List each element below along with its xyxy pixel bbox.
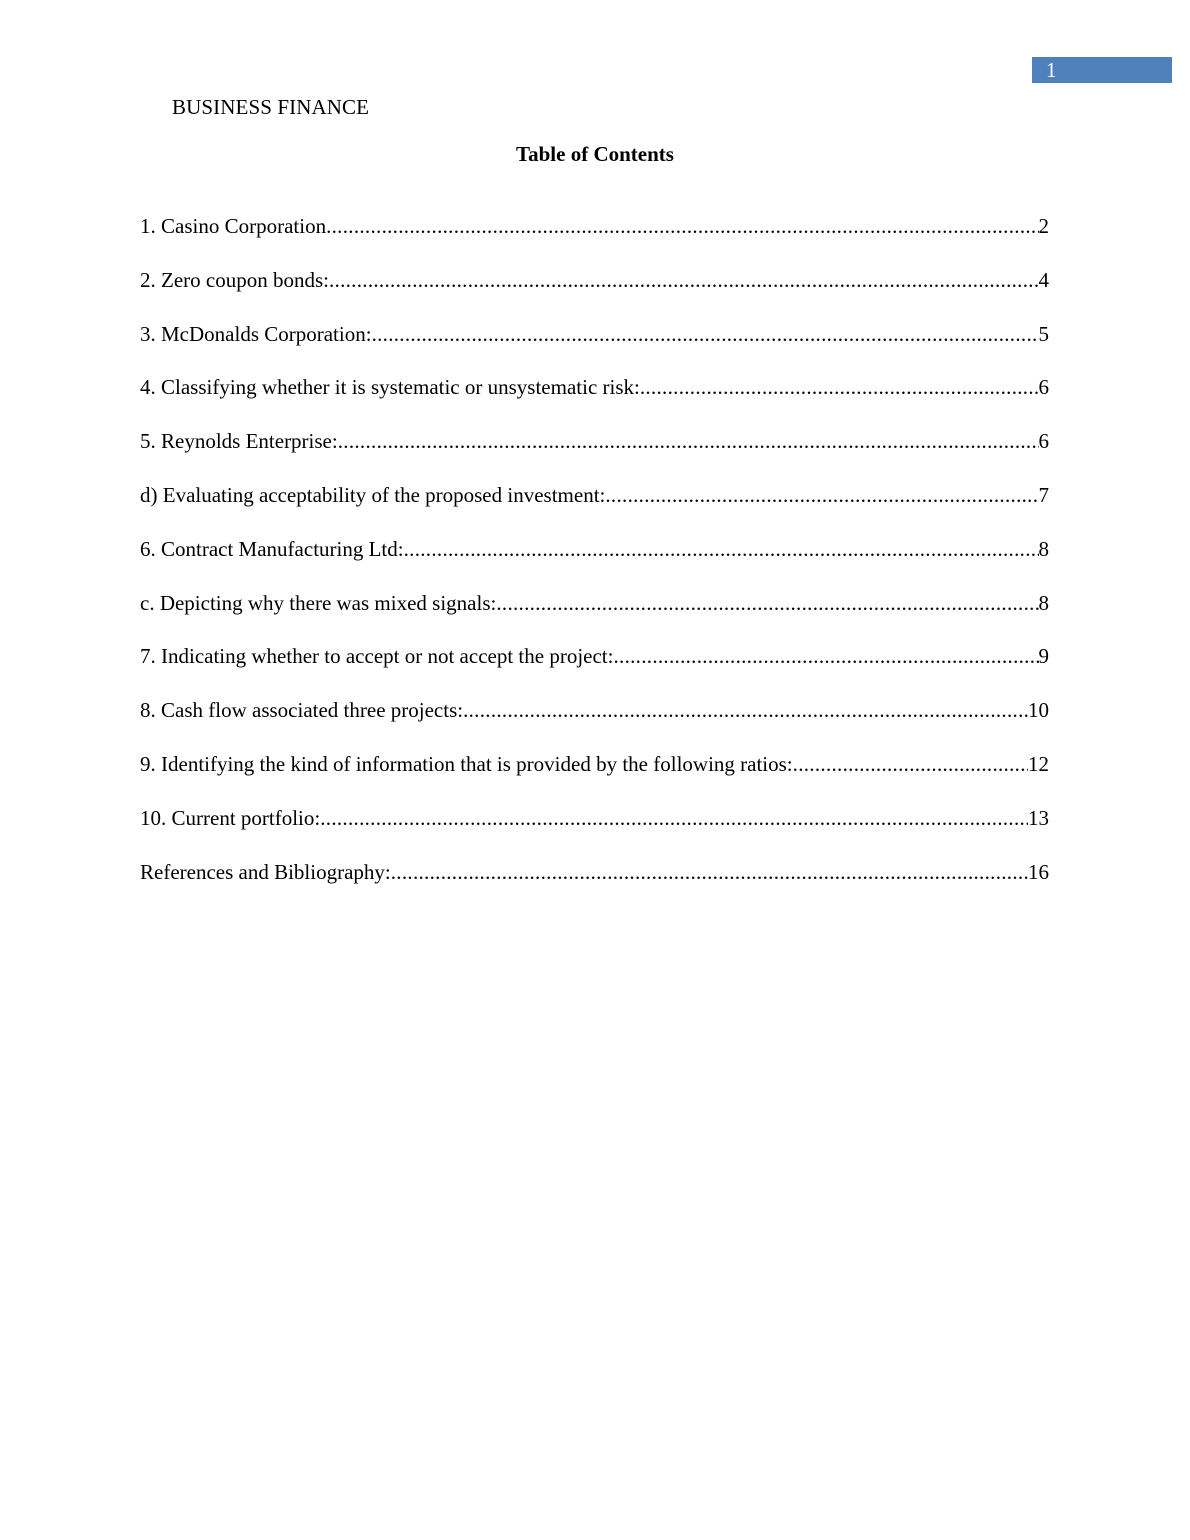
toc-entry-page[interactable]: 2 [1038,214,1049,238]
toc-entry-label[interactable]: 6. Contract Manufacturing Ltd: [140,536,404,561]
toc-entry[interactable] [140,696,1049,750]
toc-dot-leader [496,589,1038,617]
toc-dot-leader [793,750,1028,778]
toc-entry-label[interactable]: 3. McDonalds Corporation: [140,321,372,346]
toc-entry[interactable] [140,535,1049,589]
toc-entry[interactable] [140,750,1049,804]
toc-dot-leader [326,212,1038,240]
toc-entry-label[interactable]: 10. Current portfolio: [140,805,321,830]
toc-entry-page[interactable]: 16 [1028,859,1049,884]
toc-entry-label[interactable]: 1. Casino Corporation [140,214,327,238]
toc-dot-leader [463,696,1028,724]
toc-entry-label[interactable]: References and Bibliography: [140,859,391,884]
toc-entry[interactable] [140,427,1049,481]
page-number: 1 [1046,58,1057,82]
toc-title: Table of Contents [516,142,674,166]
toc-dot-leader [640,373,1039,401]
toc-entry-page[interactable]: 12 [1028,751,1049,776]
toc-dot-leader [404,535,1039,563]
toc-entry-page[interactable]: 8 [1038,536,1049,561]
running-header-title: BUSINESS FINANCE [172,95,370,119]
page-number-badge [1032,57,1172,83]
toc-entry[interactable] [140,642,1049,696]
toc-dot-leader [338,427,1039,455]
toc-dot-leader [605,481,1038,509]
toc-entry-page[interactable]: 8 [1038,590,1049,615]
toc-dot-leader [329,266,1039,294]
toc-entry-page[interactable]: 4 [1038,267,1049,292]
toc-entry[interactable] [140,858,1049,912]
toc-entry-page[interactable]: 9 [1038,644,1049,669]
toc-entry[interactable] [140,320,1049,374]
toc-entry-label[interactable]: c. Depicting why there was mixed signals: [140,590,497,615]
toc-entry[interactable] [140,266,1049,320]
toc-entry[interactable] [140,373,1049,427]
toc-dot-leader [613,642,1038,670]
toc-entry-label[interactable]: d) Evaluating acceptability of the proposed investment: [140,482,606,507]
toc-entry-label[interactable]: 5. Reynolds Enterprise: [140,429,338,454]
toc-entry-label[interactable]: 9. Identifying the kind of information that is provided by the following ratios: [140,751,793,776]
toc-entry-label[interactable]: 7. Indicating whether to accept or not accept the project: [140,644,614,669]
toc-list [140,212,1049,911]
toc-entry-page[interactable]: 6 [1038,429,1049,454]
toc-entry[interactable] [140,212,1049,266]
toc-dot-leader [391,858,1028,886]
toc-entry-label[interactable]: 8. Cash flow associated three projects: [140,698,464,723]
toc-entry-label[interactable]: 2. Zero coupon bonds: [140,267,329,292]
toc-dot-leader [372,320,1039,348]
toc-entry-page[interactable]: 6 [1038,375,1049,400]
toc-entry[interactable] [140,481,1049,535]
toc-entry[interactable] [140,804,1049,858]
toc-dot-leader [320,804,1028,832]
toc-entry[interactable] [140,589,1049,643]
toc-entry-label[interactable]: 4. Classifying whether it is systematic or unsystematic risk: [140,375,640,400]
toc-entry-page[interactable]: 5 [1038,321,1049,346]
toc-entry-page[interactable]: 7 [1038,482,1049,507]
toc-entry-page[interactable]: 13 [1028,805,1049,830]
toc-entry-page[interactable]: 10 [1028,698,1049,723]
